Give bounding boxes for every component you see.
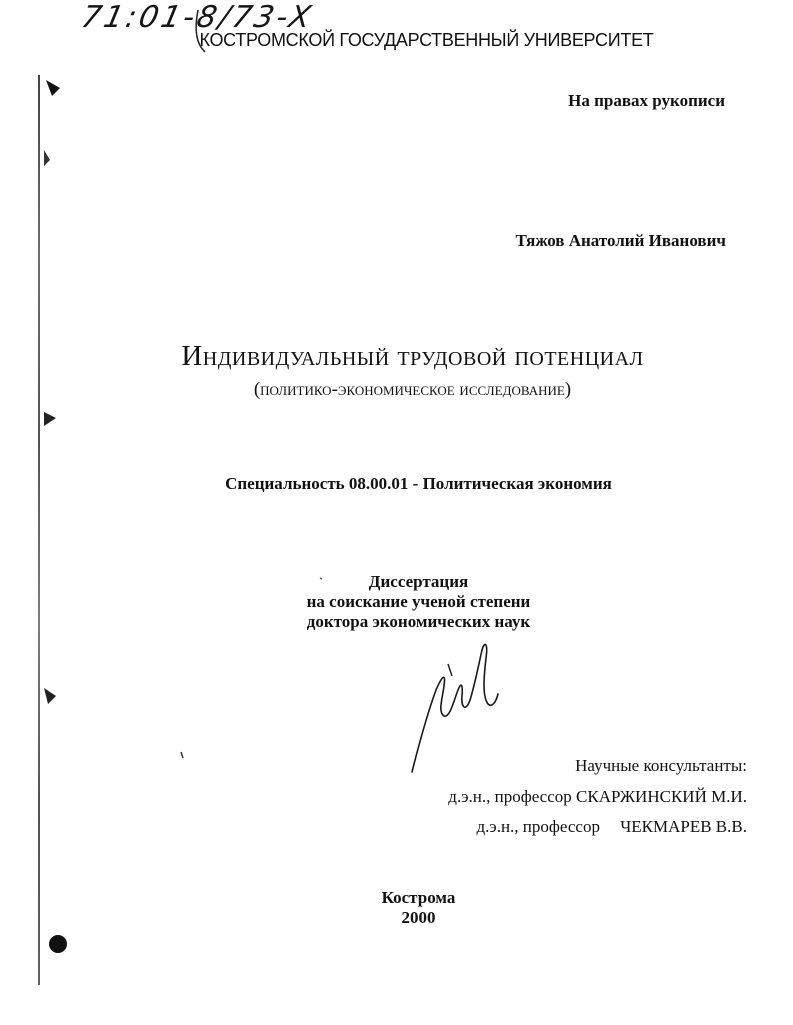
consultant-name: ЧЕКМАРЕВ В.В. — [620, 817, 747, 836]
city: Кострома — [381, 888, 456, 907]
degree-line-2: на соискание ученой степени — [306, 592, 531, 611]
author-name: Тяжов Анатолий Иванович — [515, 231, 726, 250]
consultants-heading: Научные консультанты: — [575, 756, 747, 775]
consultant-role: д.э.н., профессор — [476, 817, 600, 836]
consultant-name: СКАРЖИНСКИЙ М.И. — [576, 787, 747, 806]
title-text: Индивидуальный трудовой потенциал — [181, 340, 644, 372]
archive-code-handwritten: 71:01-8/73-X — [78, 0, 317, 35]
institution-name: КОСТРОМСКОЙ ГОСУДАРСТВЕННЫЙ УНИВЕРСИТЕТ — [199, 30, 654, 50]
rights-notice: На правах рукописи — [568, 91, 725, 110]
consultant-item — [448, 787, 747, 807]
signature-stroke — [412, 644, 498, 772]
place-and-year — [0, 888, 793, 928]
consultant-item — [477, 817, 748, 837]
subtitle-text: (политико-экономическое исследование) — [253, 379, 572, 400]
degree-line-1: Диссертация — [368, 572, 469, 591]
degree-line-3: доктора экономических наук — [306, 612, 531, 631]
consultant-role: д.э.н., профессор — [448, 787, 572, 806]
specialty-line: Специальность 08.00.01 - Политическая экономия — [225, 474, 612, 493]
year: 2000 — [401, 908, 436, 927]
signature-accent — [448, 664, 452, 676]
